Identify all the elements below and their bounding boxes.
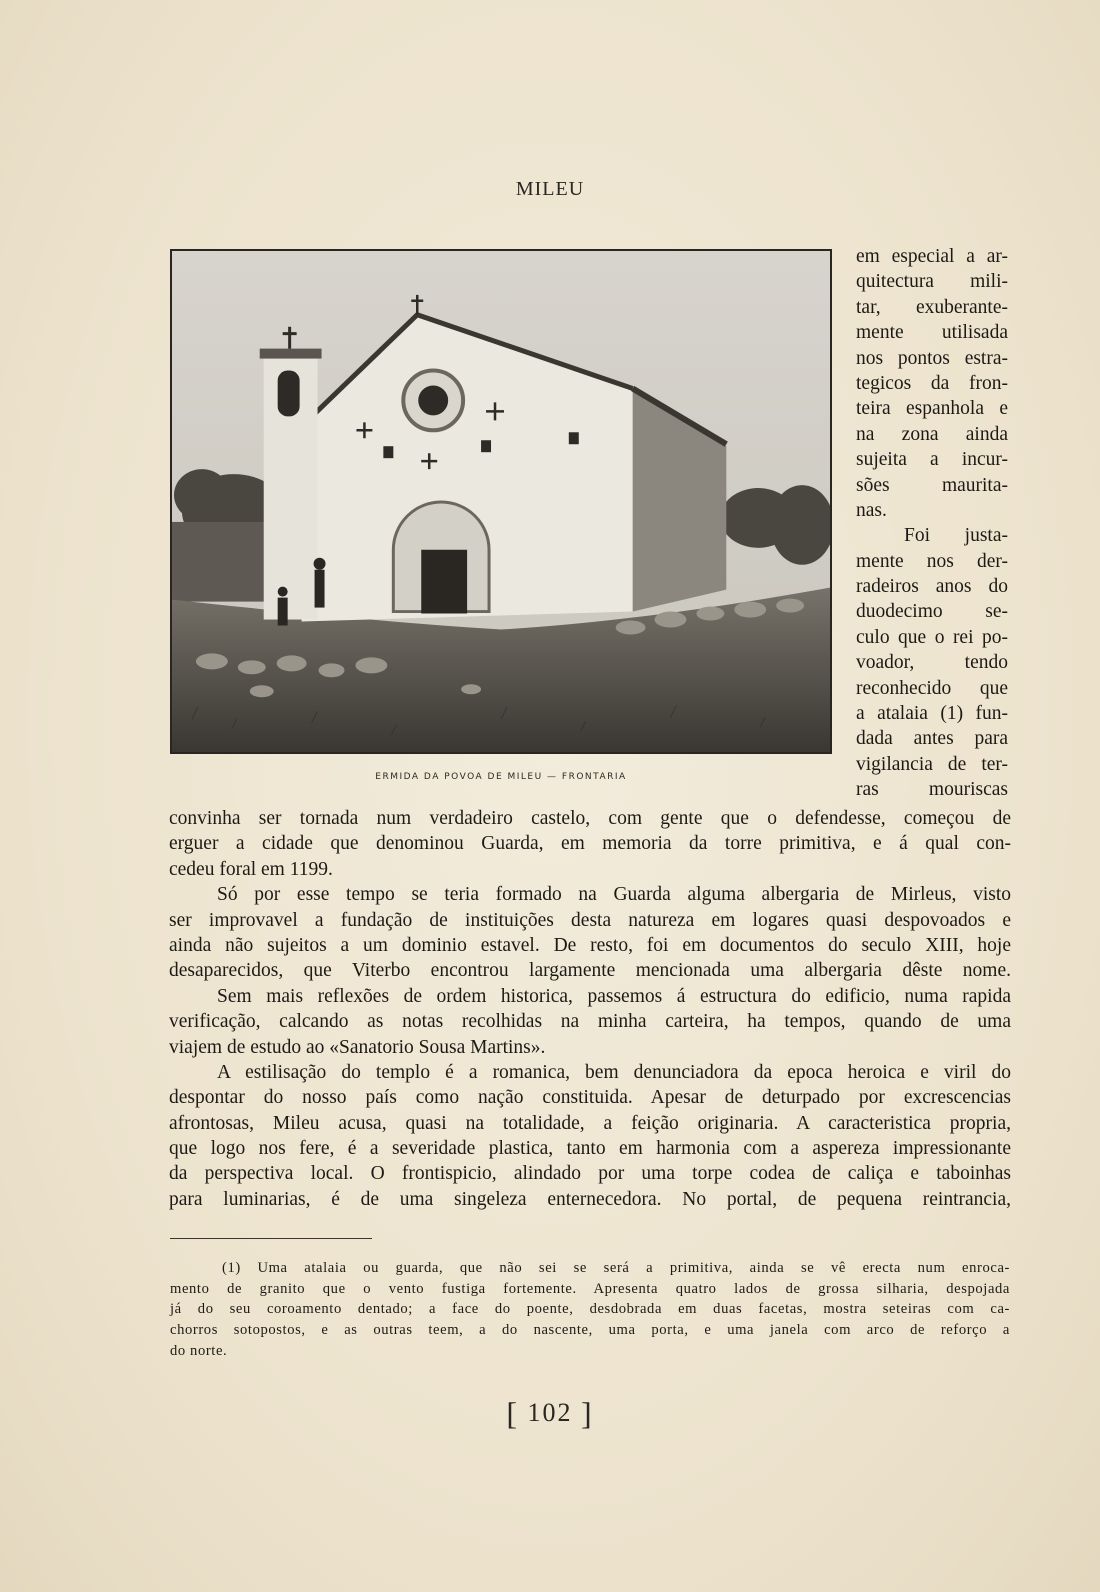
body-text bbox=[169, 806, 1011, 1212]
page-number bbox=[0, 1395, 1100, 1432]
text-line: na zona ainda bbox=[856, 423, 1008, 445]
photo-caption: ERMIDA DA POVOA DE MILEU — FRONTARIA bbox=[375, 772, 627, 782]
text-line: erguer a cidade que denominou Guarda, em memoria da torre primitiva, e á qual con- bbox=[169, 833, 1011, 855]
text-line: a atalaia (1) fun- bbox=[856, 703, 1008, 725]
folio-bracket-open: [ bbox=[506, 1395, 519, 1431]
text-line: mente utilisada bbox=[856, 322, 1008, 344]
text-line: Só por esse tempo se teria formado na Guarda alguma albergaria de Mirleus, visto bbox=[217, 884, 1011, 906]
text-line: radeiros anos do bbox=[856, 576, 1008, 598]
text-line: reconhecido que bbox=[856, 677, 1008, 699]
text-line: sões maurita- bbox=[856, 474, 1008, 496]
text-line: tegicos da fron- bbox=[856, 372, 1008, 394]
text-line: teira espanhola e bbox=[856, 398, 1008, 420]
text-line: duodecimo se- bbox=[856, 601, 1008, 623]
folio-number: 102 bbox=[527, 1398, 573, 1427]
text-line: voador, tendo bbox=[856, 652, 1008, 674]
text-line: A estilisação do templo é a romanica, bem denunciadora da epoca heroica e viril do bbox=[217, 1061, 1011, 1083]
footnote bbox=[170, 1258, 1010, 1361]
text-line: desaparecidos, que Viterbo encontrou largamente mencionada uma albergaria dêste nome. bbox=[169, 960, 1011, 982]
text-line: quitectura mili- bbox=[856, 271, 1008, 293]
portal-door bbox=[421, 550, 467, 614]
text-line: nos pontos estra- bbox=[856, 347, 1008, 369]
shed bbox=[172, 522, 272, 602]
text-line: ser improvavel a fundação de instituições desta natureza em logares quasi despovoados e bbox=[169, 909, 1011, 931]
text-line: para luminarias, é de uma singeleza enternecedora. No portal, de pequena reintrancia, bbox=[169, 1188, 1011, 1210]
text-line: ras mouriscas bbox=[856, 779, 1008, 801]
footnote-line: mento de granito que o vento fustiga fortemente. Apresenta quatro lados de grossa silharia, despojada bbox=[170, 1280, 1010, 1297]
text-line: que logo nos fere, é a severidade plastica, tanto em harmonia com a aspereza impressionante bbox=[169, 1138, 1011, 1160]
text-line: afrontosas, Mileu acusa, quasi na totalidade, a feição originaria. A caracteristica propria, bbox=[169, 1112, 1011, 1134]
text-line: despontar do nosso país como nação constituida. Apesar de deturpado por excrescencias bbox=[169, 1087, 1011, 1109]
text-line: mente nos der- bbox=[856, 550, 1008, 572]
folio-bracket-close: ] bbox=[581, 1395, 594, 1431]
text-line: vigilancia de ter- bbox=[856, 753, 1008, 775]
text-line: convinha ser tornada num verdadeiro castelo, com gente que o defendesse, começou de bbox=[169, 808, 1011, 829]
footnote-rule bbox=[170, 1238, 372, 1239]
text-line: em especial a ar- bbox=[856, 246, 1008, 267]
footnote-line: chorros sotopostos, e as outras teem, a do nascente, uma porta, e uma janela com arco de reforço a bbox=[170, 1322, 1010, 1339]
footnote-line: já do seu coroamento dentado; a face do poente, desdobrada em duas facetas, mostra seteiras com ca- bbox=[170, 1301, 1010, 1318]
text-line: Foi justa- bbox=[904, 525, 1008, 547]
running-head: MILEU bbox=[515, 178, 585, 200]
bell-opening bbox=[278, 371, 300, 417]
text-line: Sem mais reflexões de ordem historica, passemos á estructura do edificio, numa rapida bbox=[217, 985, 1011, 1007]
footnote-line: (1) Uma atalaia ou guarda, que não sei se será a primitiva, ainda se vê erecta num enroca- bbox=[222, 1260, 1010, 1276]
text-line: da perspectiva local. O frontispicio, alindado por uma torpe codea de caliça e taboinhas bbox=[169, 1163, 1011, 1185]
footnote-line: do norte. bbox=[170, 1342, 228, 1359]
text-line: verificação, calcando as notas recolhidas na minha carteira, ha tempos, quando de uma bbox=[169, 1011, 1011, 1033]
text-line: cedeu foral em 1199. bbox=[169, 858, 333, 880]
text-line: tar, exuberante- bbox=[856, 296, 1008, 318]
text-line: viajem de estudo ao «Sanatorio Sousa Martins». bbox=[169, 1036, 546, 1058]
text-line: culo que o rei po- bbox=[856, 626, 1008, 648]
church-photograph bbox=[170, 249, 832, 754]
text-line: nas. bbox=[856, 499, 887, 521]
side-column-text bbox=[856, 244, 1008, 803]
text-line: dada antes para bbox=[856, 728, 1008, 750]
text-line: sujeita a incur- bbox=[856, 449, 1008, 471]
church-illustration bbox=[172, 251, 830, 752]
text-line: ainda não sujeitos a um dominio estavel. De resto, foi em documentos do seculo XIII, hoje bbox=[169, 934, 1011, 956]
